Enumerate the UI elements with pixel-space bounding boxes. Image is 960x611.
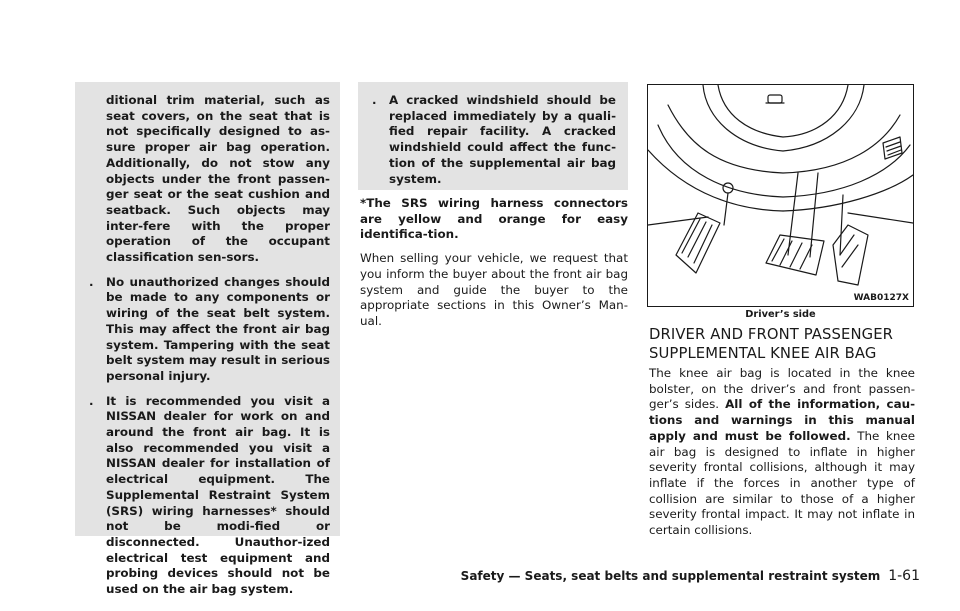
warning-bullet-text: It is recommended you visit a NISSAN dealer for work on and around the front air bag. It is also recommended you visit a NISSAN dealer for installation of electrical equipment. The Supplemental Restraint System (SRS) wiring harnesses* should not be modi-fied or disconnected. Unauthor-ized electrical test equipment and probing devices should not be used on the air bag system. (106, 393, 330, 597)
driver-footwell-illustration (648, 85, 913, 306)
middle-column-text (360, 196, 628, 330)
figure-code: WAB0127X (853, 293, 909, 303)
section-body (649, 366, 915, 539)
body-rest: The knee air bag is designed to inflate in higher severity frontal collisions, although it may inflate if the forces in another type of collision are similar to those of a higher severity frontal impact. It may not inflate in certain collisions. (649, 428, 916, 538)
figure-caption: Driver’s side (745, 309, 816, 320)
warning-box-middle (358, 82, 628, 190)
warning-bullet-text: A cracked windshield should be replaced immediately by a quali-fied repair facility. A cracked windshield could affect the func-tion of the supplemental air bag system. (389, 93, 616, 186)
page-footer (461, 568, 920, 584)
bullet-marker: . (372, 93, 377, 107)
warning-box-left (75, 82, 340, 597)
knee-airbag-figure (647, 84, 914, 307)
selling-note-text: When selling your vehicle, we request that you inform the buyer about the front air bag system and guide the buyer to the appropriate sections in this Owner’s Man-ual. (360, 251, 628, 328)
section-paragraph (649, 366, 915, 539)
bullet-marker: . (89, 393, 94, 408)
warning-bullet-2 (89, 394, 330, 598)
footer-section-title: Safety — Seats, seat belts and supplemental restraint system (460, 569, 881, 583)
page-number: 1-61 (888, 568, 920, 584)
warning-bullet-3 (372, 93, 616, 187)
body-intro: The knee air bag is located in the knee bolster, on the driver’s and front passen-ger’s sides. (649, 366, 915, 412)
warning-continuation: ditional trim material, such as seat covers, on the seat that is not specifically designed to as-sure proper air bag operation. Additionally, do not stow any objects under the front passen-ger seat or the seat cushion and seatback. Such objects may inter-fere with the proper operation of the occupant classification sen-sors. (106, 93, 330, 265)
warning-bullet-1 (89, 275, 330, 385)
warning-bullet-text: No unauthorized changes should be made to any components or wiring of the seat belt system. This may affect the front air bag system. Tampering with the seat belt system may result in serious personal injury. (106, 274, 330, 383)
bullet-marker: . (89, 274, 94, 289)
body-bold: All of the information, cau-tions and warnings in this manual apply and must be followed. (649, 397, 916, 443)
section-title: DRIVER AND FRONT PASSENGER SUPPLEMENTAL KNEE AIR BAG (649, 326, 894, 362)
footnote-text: *The SRS wiring harness connectors are yellow and orange for easy identifica-tion. (360, 196, 628, 242)
